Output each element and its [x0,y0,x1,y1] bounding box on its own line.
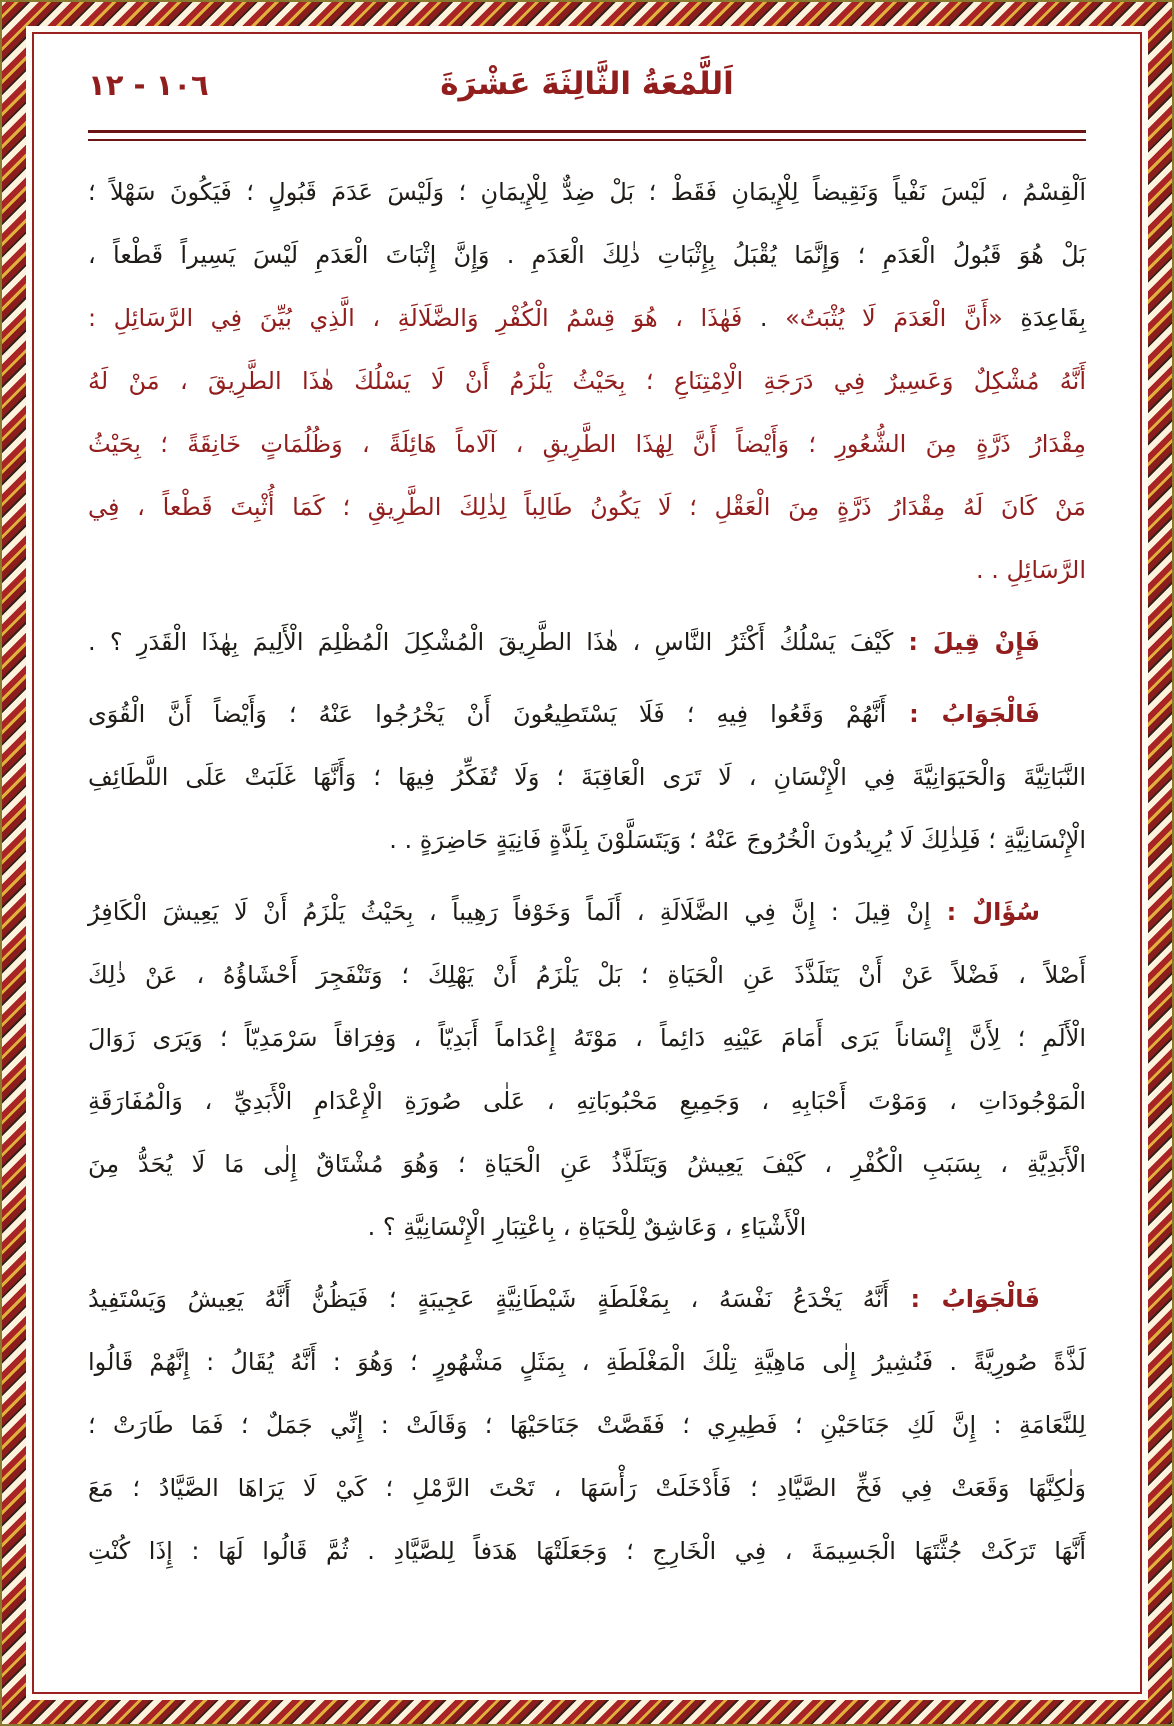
text-segment: لَذَّةً صُورِيَّةً . فَنُشِيرُ إِلٰى مَاهِيَّةِ تِلْكَ الْمَغْلَطَةِ ، بِمَثَلٍ مَشْهُورٍ ؛ وَهُوَ : أَنَّهُ يُقَالُ : إِنَّهُمْ قَالُوا [88,1348,1086,1376]
text-line [88,611,1086,674]
text-segment: إِنْ قِيلَ : إِنَّ فِي الضَّلَالَةِ ، أَلَماً وَخَوْفاً رَهِيباً ، بِحَيْثُ يَلْزَمُ أَنْ لَا يَعِيشَ الْكَافِرُ [88,898,931,926]
page-number: ١٠٦ - ١٢ [88,68,209,102]
text-segment: فَهٰذَا ، هُوَ قِسْمُ الْكُفْرِ وَالضَّلَالَةِ ، الَّذِي بُيِّنَ فِي الرَّسَائِلِ : [88,304,743,332]
paragraph-lead: فَالْجَوَابُ : [889,1285,1041,1313]
text-segment: مِقْدَارُ ذَرَّةٍ مِنَ الشُّعُورِ ؛ وَأَيْضاً أَنَّ لِهٰذَا الطَّرِيقِ ، آلَاماً هَائِلَةً ، وَظُلُمَاتٍ خَانِقَةً ؛ بِحَيْثُ [88,430,1086,458]
text-segment: النَّبَاتِيَّةَ وَالْحَيَوَانِيَّةَ فِي الْإِنْسَانِ ، لَا تَرَى الْعَاقِبَةَ ؛ وَلَا تُفَكِّرُ فِيهَا ؛ وَأَنَّهَا غَلَبَتْ عَلَى اللَّطَائِفِ [88,763,1086,791]
text-line [88,1331,1086,1394]
text-segment: أَنَّهُمْ وَقَعُوا فِيهِ ؛ فَلَا يَسْتَطِيعُونَ أَنْ يَخْرُجُوا عَنْهُ ؛ وَأَيْضاً أَنَّ الْقُوَى [88,700,887,728]
text-segment: الْأَبَدِيَّةِ ، بِسَبَبِ الْكُفْرِ ، كَيْفَ يَعِيشُ وَيَتَلَذَّذُ عَنِ الْحَيَاةِ ؛ وَهُوَ مُشْتَاقٌ إِلٰى مَا لَا يُحَدُّ مِنَ [88,1150,1086,1178]
text-segment: الرَّسَائِلِ . . [975,556,1086,584]
paragraph-lead: فَإِنْ قِيلَ : [893,628,1040,656]
text-segment: لِلنَّعَامَةِ : إِنَّ لَكِ جَنَاحَيْنِ ؛ فَطِيرِي ؛ فَقَصَّتْ جَنَاحَيْهَا ؛ وَقَالَتْ : إِنِّي جَمَلٌ ؛ فَمَا طَارَتْ ؛ [88,1411,1086,1439]
text-line [88,539,1086,602]
text-line [88,287,1086,350]
page-header [88,58,1086,116]
text-line [88,1520,1086,1583]
text-line [88,161,1086,224]
text-line [88,1133,1086,1196]
text-line [88,809,1086,872]
text-segment: أَنَّهُ مُشْكِلٌ وَعَسِيرٌ فِي دَرَجَةِ الْاِمْتِنَاعِ ؛ بِحَيْثُ يَلْزَمُ أَنْ لَا يَسْلُكَ هٰذَا الطَّرِيقَ ، مَنْ لَهُ [88,367,1086,395]
text-line [88,1007,1086,1070]
text-segment: الْأَشْيَاءِ ، وَعَاشِقٌ لِلْحَيَاةِ ، بِاعْتِبَارِ الْإِنْسَانِيَّةِ ؟ . [367,1213,807,1241]
text-segment: الْإِنْسَانِيَّةِ ؛ فَلِذٰلِكَ لَا يُرِيدُونَ الْخُرُوجَ عَنْهُ ؛ وَيَتَسَلَّوْنَ بِلَذَّةٍ فَانِيَةٍ حَاضِرَةٍ . . [389,826,1086,854]
text-segment: الْمَوْجُودَاتِ ، وَمَوْتَ أَحْبَابِهِ ، وَجَمِيعِ مَحْبُوبَاتِهِ ، عَلٰى صُورَةِ الْإِعْدَامِ الْأَبَدِيِّ ، وَالْمُفَارَقَةِ [88,1087,1086,1115]
text-segment: أَنَّهَا تَرَكَتْ جُثَّتَهَا الْجَسِيمَةَ ، فِي الْخَارِجِ ؛ وَجَعَلَتْهَا هَدَفاً لِلصَّيَّادِ . ثُمَّ قَالُوا لَهَا : إِذَا كُنْتِ [88,1537,1086,1565]
text-line [88,746,1086,809]
text-line [88,683,1086,746]
header-rule [88,130,1086,141]
page [32,32,1142,1694]
text-segment: بَلْ هُوَ قَبُولُ الْعَدَمِ ؛ وَإِنَّمَا يُقْبَلُ بِإِثْبَاتِ ذٰلِكَ الْعَدَمِ . وَإِنَّ إِثْبَاتَ الْعَدَمِ لَيْسَ يَسِيراً قَطْعاً ، [88,241,1086,269]
page-title: اَللَّمْعَةُ الثَّالِثَةَ عَشْرَةَ [440,66,734,102]
paragraph-lead: سُؤَالٌ : [930,898,1040,926]
text-line [88,413,1086,476]
text-line [88,881,1086,944]
paragraph-lead: فَالْجَوَابُ : [886,700,1040,728]
text-segment: أَصْلاً ، فَضْلاً عَنْ أَنْ يَتَلَذَّذَ عَنِ الْحَيَاةِ ؛ بَلْ يَلْزَمُ أَنْ يَهْلِكَ ؛ وَتَنْفَجِرَ أَحْشَاؤُهُ ، عَنْ ذٰلِكَ [88,961,1086,989]
text-segment: الْأَلَمِ ؛ لِأَنَّ إِنْسَاناً يَرَى أَمَامَ عَيْنِهِ دَائِماً ، مَوْتَهُ إِعْدَاماً أَبَدِيّاً ، وَفِرَاقاً سَرْمَدِيّاً ؛ وَيَرَى زَوَالَ [88,1024,1086,1052]
text-line [88,1457,1086,1520]
body-text [88,161,1086,1583]
text-line [88,1196,1086,1259]
text-line [88,350,1086,413]
text-segment: بِقَاعِدَةِ [1002,304,1087,332]
text-segment: كَيْفَ يَسْلُكُ أَكْثَرُ النَّاسِ ، هٰذَا الطَّرِيقَ الْمُشْكِلَ الْمُظْلِمَ الْأَلِيمَ بِهٰذَا الْقَدَرِ ؟ . [88,628,894,656]
text-line [88,476,1086,539]
text-segment: اَلْقِسْمُ ، لَيْسَ نَفْياً وَنَقِيضاً لِلْإِيمَانِ فَقَطْ ؛ بَلْ ضِدٌّ لِلْإِيمَانِ ؛ وَلَيْسَ عَدَمَ قَبُولٍ ؛ فَيَكُونَ سَهْلاً ؛ [88,178,1086,206]
text-line [88,1070,1086,1133]
text-segment: . [742,304,786,332]
text-line [88,944,1086,1007]
text-segment: مَنْ كَانَ لَهُ مِقْدَارُ ذَرَّةٍ مِنَ الْعَقْلِ ؛ لَا يَكُونُ طَالِباً لِذٰلِكَ الطَّرِيقِ ؛ كَمَا أُثْبِتَ قَطْعاً ، فِي [88,493,1086,521]
text-segment: وَلٰكِنَّهَا وَقَعَتْ فِي فَخِّ الصَّيَّادِ ؛ فَأَدْخَلَتْ رَأْسَهَا ، تَحْتَ الرَّمْلِ ؛ كَيْ لَا يَرَاهَا الصَّيَّادُ ؛ مَعَ [88,1474,1086,1502]
text-segment: «أَنَّ الْعَدَمَ لَا يُثْبَتُ» [785,304,1003,332]
text-line [88,1268,1086,1331]
text-segment: أَنَّهُ يَخْدَعُ نَفْسَهُ ، بِمَغْلَطَةٍ شَيْطَانِيَّةٍ عَجِيبَةٍ ؛ فَيَظُنُّ أَنَّهُ يَعِيشُ وَيَسْتَفِيدُ [88,1285,889,1313]
text-line [88,1394,1086,1457]
text-line [88,224,1086,287]
